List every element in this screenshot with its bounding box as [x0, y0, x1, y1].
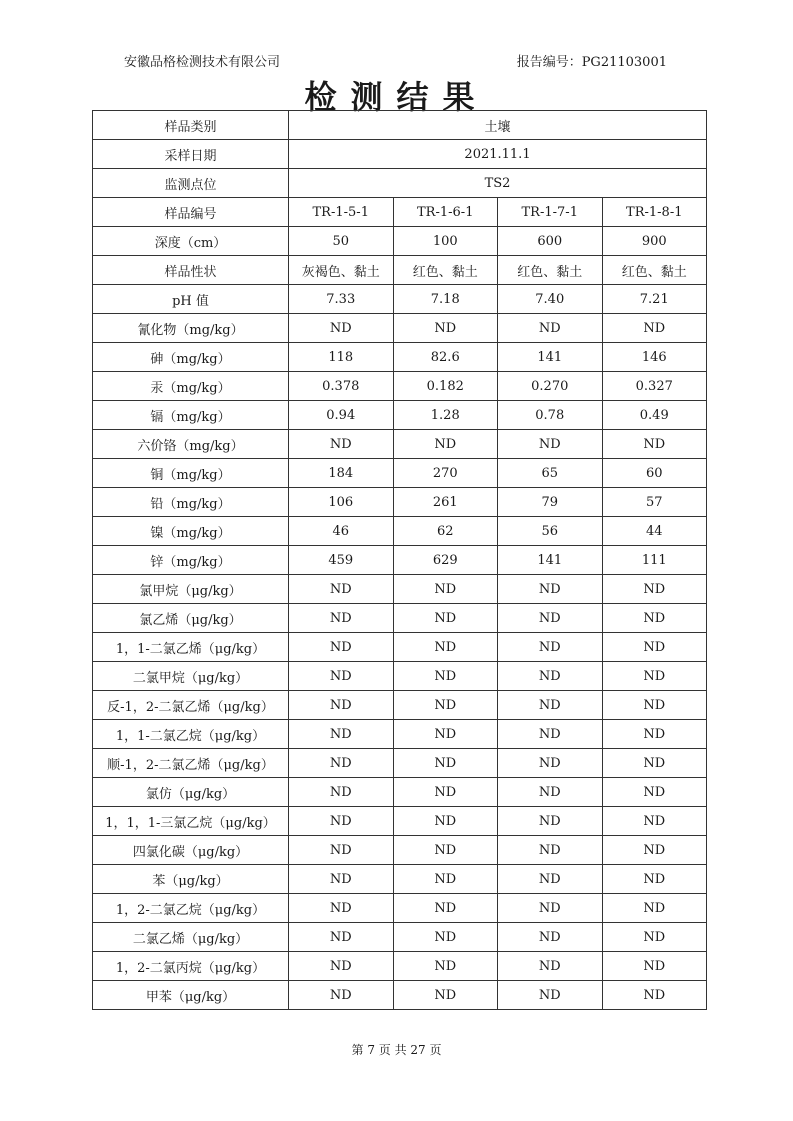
cell-value: ND	[393, 749, 498, 778]
cell-value: 141	[498, 546, 603, 575]
table-row	[93, 720, 707, 749]
row-label: 氯乙烯（μg/kg）	[93, 604, 289, 633]
table-row	[93, 343, 707, 372]
table-row	[93, 285, 707, 314]
cell-value: ND	[602, 314, 707, 343]
cell-value: 7.33	[289, 285, 394, 314]
table-row	[93, 807, 707, 836]
table-row	[93, 633, 707, 662]
results-table	[92, 110, 707, 1010]
cell-value: ND	[393, 662, 498, 691]
row-label: 1，1，1-三氯乙烷（μg/kg）	[93, 807, 289, 836]
meta-value: 2021.11.1	[289, 140, 707, 169]
cell-value: ND	[498, 836, 603, 865]
table-row	[93, 952, 707, 981]
row-label: 氯仿（μg/kg）	[93, 778, 289, 807]
cell-value: 0.49	[602, 401, 707, 430]
table-row	[93, 836, 707, 865]
row-label: 二氯甲烷（μg/kg）	[93, 662, 289, 691]
cell-value: ND	[289, 691, 394, 720]
table-row	[93, 546, 707, 575]
cell-value: ND	[498, 633, 603, 662]
cell-value: 100	[393, 227, 498, 256]
cell-value: ND	[602, 633, 707, 662]
cell-value: 7.18	[393, 285, 498, 314]
cell-value: ND	[289, 749, 394, 778]
cell-value: ND	[498, 662, 603, 691]
row-label: pH 值	[93, 285, 289, 314]
cell-value: 0.182	[393, 372, 498, 401]
meta-row	[93, 140, 707, 169]
row-label: 二氯乙烯（μg/kg）	[93, 923, 289, 952]
cell-value: 118	[289, 343, 394, 372]
cell-value: 44	[602, 517, 707, 546]
cell-value: 50	[289, 227, 394, 256]
row-label: 样品性状	[93, 256, 289, 285]
table-row	[93, 749, 707, 778]
cell-value: 0.94	[289, 401, 394, 430]
cell-value: 1.28	[393, 401, 498, 430]
cell-value: 0.327	[602, 372, 707, 401]
cell-value: 629	[393, 546, 498, 575]
cell-value: 261	[393, 488, 498, 517]
meta-label: 监测点位	[93, 169, 289, 198]
cell-value: ND	[498, 807, 603, 836]
cell-value: ND	[602, 575, 707, 604]
cell-value: ND	[393, 923, 498, 952]
table-row	[93, 256, 707, 285]
row-label: 苯（μg/kg）	[93, 865, 289, 894]
meta-value: 土壤	[289, 111, 707, 140]
table-row	[93, 517, 707, 546]
cell-value: ND	[289, 952, 394, 981]
cell-value: 60	[602, 459, 707, 488]
row-label: 1，2-二氯丙烷（μg/kg）	[93, 952, 289, 981]
cell-value: 0.270	[498, 372, 603, 401]
table-row	[93, 662, 707, 691]
table-row	[93, 459, 707, 488]
cell-value: ND	[393, 604, 498, 633]
table-row	[93, 430, 707, 459]
cell-value: ND	[602, 952, 707, 981]
cell-value: TR-1-8-1	[602, 198, 707, 227]
table-row	[93, 691, 707, 720]
cell-value: 459	[289, 546, 394, 575]
cell-value: ND	[393, 865, 498, 894]
cell-value: ND	[498, 923, 603, 952]
table-row	[93, 894, 707, 923]
cell-value: ND	[289, 923, 394, 952]
cell-value: ND	[289, 314, 394, 343]
cell-value: ND	[289, 836, 394, 865]
cell-value: ND	[602, 691, 707, 720]
cell-value: 184	[289, 459, 394, 488]
row-label: 反-1，2-二氯乙烯（μg/kg）	[93, 691, 289, 720]
cell-value: ND	[393, 430, 498, 459]
cell-value: ND	[602, 749, 707, 778]
cell-value: ND	[498, 314, 603, 343]
cell-value: ND	[602, 604, 707, 633]
table-row	[93, 401, 707, 430]
cell-value: ND	[498, 575, 603, 604]
meta-row	[93, 111, 707, 140]
row-label: 铜（mg/kg）	[93, 459, 289, 488]
cell-value: ND	[602, 865, 707, 894]
row-label: 六价铬（mg/kg）	[93, 430, 289, 459]
row-label: 锌（mg/kg）	[93, 546, 289, 575]
cell-value: ND	[289, 720, 394, 749]
cell-value: ND	[602, 662, 707, 691]
meta-label: 采样日期	[93, 140, 289, 169]
cell-value: 270	[393, 459, 498, 488]
cell-value: ND	[498, 749, 603, 778]
cell-value: ND	[498, 952, 603, 981]
cell-value: ND	[498, 894, 603, 923]
cell-value: 56	[498, 517, 603, 546]
table-row	[93, 575, 707, 604]
cell-value: 7.21	[602, 285, 707, 314]
cell-value: 灰褐色、黏土	[289, 256, 394, 285]
cell-value: ND	[289, 662, 394, 691]
cell-value: ND	[393, 894, 498, 923]
cell-value: ND	[602, 778, 707, 807]
cell-value: ND	[289, 865, 394, 894]
cell-value: ND	[289, 981, 394, 1010]
cell-value: 46	[289, 517, 394, 546]
row-label: 氰化物（mg/kg）	[93, 314, 289, 343]
cell-value: ND	[289, 633, 394, 662]
table-row	[93, 198, 707, 227]
cell-value: 62	[393, 517, 498, 546]
row-label: 1，1-二氯乙烷（μg/kg）	[93, 720, 289, 749]
cell-value: ND	[602, 923, 707, 952]
meta-value: TS2	[289, 169, 707, 198]
cell-value: ND	[289, 894, 394, 923]
meta-label: 样品类别	[93, 111, 289, 140]
table-row	[93, 981, 707, 1010]
cell-value: 111	[602, 546, 707, 575]
cell-value: ND	[393, 952, 498, 981]
row-label: 镉（mg/kg）	[93, 401, 289, 430]
cell-value: TR-1-5-1	[289, 198, 394, 227]
table-row	[93, 778, 707, 807]
cell-value: ND	[602, 894, 707, 923]
cell-value: 57	[602, 488, 707, 517]
cell-value: ND	[498, 720, 603, 749]
cell-value: 900	[602, 227, 707, 256]
row-label: 氯甲烷（μg/kg）	[93, 575, 289, 604]
cell-value: ND	[393, 314, 498, 343]
row-label: 四氯化碳（μg/kg）	[93, 836, 289, 865]
table-row	[93, 923, 707, 952]
cell-value: 600	[498, 227, 603, 256]
company-name: 安徽品格检测技术有限公司	[124, 55, 281, 70]
row-label: 顺-1，2-二氯乙烯（μg/kg）	[93, 749, 289, 778]
cell-value: 红色、黏土	[498, 256, 603, 285]
cell-value: ND	[602, 720, 707, 749]
table-row	[93, 227, 707, 256]
meta-row	[93, 169, 707, 198]
cell-value: 146	[602, 343, 707, 372]
cell-value: 79	[498, 488, 603, 517]
cell-value: ND	[498, 604, 603, 633]
row-label: 深度（cm）	[93, 227, 289, 256]
row-label: 1，1-二氯乙烯（μg/kg）	[93, 633, 289, 662]
cell-value: ND	[602, 981, 707, 1010]
cell-value: 0.78	[498, 401, 603, 430]
cell-value: ND	[498, 865, 603, 894]
cell-value: 82.6	[393, 343, 498, 372]
table-row	[93, 604, 707, 633]
cell-value: ND	[289, 604, 394, 633]
cell-value: ND	[602, 836, 707, 865]
cell-value: ND	[393, 575, 498, 604]
table-row	[93, 372, 707, 401]
cell-value: ND	[602, 430, 707, 459]
table-row	[93, 314, 707, 343]
cell-value: ND	[498, 430, 603, 459]
cell-value: ND	[393, 981, 498, 1010]
row-label: 汞（mg/kg）	[93, 372, 289, 401]
cell-value: ND	[498, 778, 603, 807]
cell-value: TR-1-6-1	[393, 198, 498, 227]
row-label: 样品编号	[93, 198, 289, 227]
row-label: 甲苯（μg/kg）	[93, 981, 289, 1010]
cell-value: 0.378	[289, 372, 394, 401]
cell-value: ND	[289, 430, 394, 459]
row-label: 镍（mg/kg）	[93, 517, 289, 546]
cell-value: 红色、黏土	[602, 256, 707, 285]
row-label: 砷（mg/kg）	[93, 343, 289, 372]
cell-value: ND	[498, 981, 603, 1010]
cell-value: 红色、黏土	[393, 256, 498, 285]
cell-value: ND	[289, 778, 394, 807]
cell-value: ND	[602, 807, 707, 836]
cell-value: ND	[393, 836, 498, 865]
table-row	[93, 865, 707, 894]
cell-value: ND	[289, 575, 394, 604]
cell-value: ND	[393, 807, 498, 836]
row-label: 1，2-二氯乙烷（μg/kg）	[93, 894, 289, 923]
row-label: 铅（mg/kg）	[93, 488, 289, 517]
cell-value: TR-1-7-1	[498, 198, 603, 227]
cell-value: 106	[289, 488, 394, 517]
cell-value: ND	[393, 778, 498, 807]
cell-value: ND	[393, 720, 498, 749]
cell-value: 65	[498, 459, 603, 488]
cell-value: 7.40	[498, 285, 603, 314]
cell-value: ND	[393, 633, 498, 662]
page-footer: 第 7 页 共 27 页	[351, 1043, 442, 1057]
cell-value: ND	[498, 691, 603, 720]
cell-value: ND	[393, 691, 498, 720]
report-number: 报告编号：PG21103001	[516, 55, 667, 70]
results-table-body	[93, 111, 707, 1010]
table-row	[93, 488, 707, 517]
cell-value: ND	[289, 807, 394, 836]
cell-value: 141	[498, 343, 603, 372]
page-title: 检测结果	[304, 78, 489, 116]
